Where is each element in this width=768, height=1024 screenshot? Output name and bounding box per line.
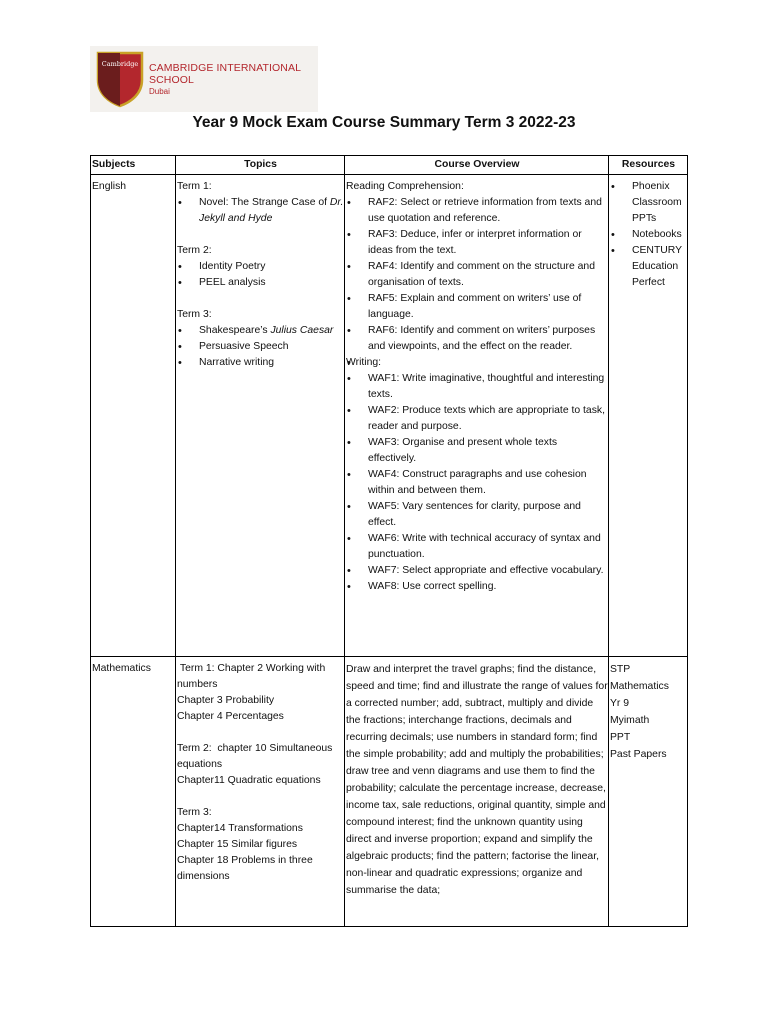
overview-cell (345, 657, 609, 927)
term2-list (177, 259, 344, 291)
resource-line: STP (610, 664, 631, 675)
resources-cell (609, 175, 688, 657)
school-location: Dubai (149, 87, 170, 96)
school-name: CAMBRIDGE INTERNATIONAL SCHOOL (149, 62, 301, 86)
subject-cell: English (91, 175, 176, 657)
list-item: • PEEL analysis (177, 275, 344, 291)
list-item: • WAF5: Vary sentences for clarity, purpose and effect. (346, 499, 608, 531)
list-item: • RAF5: Explain and comment on writers’ use of language. (346, 291, 608, 323)
header-subjects: Subjects (91, 156, 176, 175)
topic-line: Chapter 15 Similar figures (177, 839, 298, 850)
table-row-english (91, 175, 688, 657)
page-title: Year 9 Mock Exam Course Summary Term 3 2022-23 (192, 114, 576, 131)
term3-label: Term 3: (177, 309, 212, 320)
list-item (177, 323, 344, 339)
svg-text:Cambridge: Cambridge (101, 60, 139, 68)
course-summary-table (90, 155, 688, 927)
term3-list (177, 323, 344, 371)
list-item: • WAF2: Produce texts which are appropriate to task, reader and purpose. (346, 403, 608, 435)
topic-line: Chapter11 Quadratic equations (177, 775, 321, 786)
topic-line: Term 2: chapter 10 Simultaneous equations (177, 743, 336, 770)
list-item: • RAF3: Deduce, infer or interpret information or ideas from the text. (346, 227, 608, 259)
list-item: • WAF8: Use correct spelling. (346, 579, 608, 595)
topic-line: Chapter 4 Percentages (177, 711, 284, 722)
list-item: • WAF7: Select appropriate and effective vocabulary. (346, 563, 608, 579)
term1-list (177, 195, 344, 227)
header-topics: Topics (176, 156, 345, 175)
topics-cell (176, 657, 345, 927)
header-course-overview: Course Overview (345, 156, 609, 175)
topic-line: Chapter 18 Problems in three dimensions (177, 855, 313, 882)
resources-cell (609, 657, 688, 927)
resource-line: PPT (610, 732, 631, 743)
topic-line: Chapter14 Transformations (177, 823, 303, 834)
writing-list (346, 371, 608, 595)
reading-label: Reading Comprehension: (346, 181, 464, 192)
resource-line: Past Papers (610, 749, 667, 760)
novel-title: Dr. Jekyll and Hyde (199, 197, 344, 224)
list-item (177, 195, 344, 227)
table-row-mathematics (91, 657, 688, 927)
list-item: • WAF6: Write with technical accuracy of syntax and punctuation. (346, 531, 608, 563)
resource-line: Yr 9 (610, 698, 630, 709)
list-item: • WAF1: Write imaginative, thoughtful and interesting texts. (346, 371, 608, 403)
school-crest-icon (95, 50, 145, 108)
list-item: • RAF4: Identify and comment on the structure and organisation of texts. (346, 259, 608, 291)
list-item: • Phoenix Classroom PPTs (610, 179, 687, 227)
topics-cell (176, 175, 345, 657)
resource-line: Myimath (610, 715, 650, 726)
list-item: • Notebooks (610, 227, 687, 243)
topic-line: Chapter 3 Probability (177, 695, 275, 706)
list-item: • Persuasive Speech (177, 339, 344, 355)
table-header-row (91, 156, 688, 175)
list-item: • Identity Poetry (177, 259, 344, 275)
play-title: Julius Caesar (270, 325, 334, 336)
term1-label: Term 1: (177, 181, 212, 192)
list-item: • RAF6: Identify and comment on writers’ purposes and viewpoints, and the effect on the reader. (346, 323, 608, 355)
list-item: • Narrative writing (177, 355, 344, 371)
resource-line: Mathematics (610, 681, 669, 692)
novel-text: Novel: The Strange Case of (199, 197, 330, 208)
term2-label: Term 2: (177, 245, 212, 256)
header-resources: Resources (609, 156, 688, 175)
list-item: • WAF4: Construct paragraphs and use cohesion within and between them. (346, 467, 608, 499)
school-logo-text (149, 62, 318, 96)
list-item: • RAF2: Select or retrieve information from texts and use quotation and reference. (346, 195, 608, 227)
resources-list (610, 179, 687, 291)
subject-cell: Mathematics (91, 657, 176, 927)
list-item: • CENTURY Education Perfect (610, 243, 687, 291)
reading-list (346, 195, 608, 355)
list-item: • WAF3: Organise and present whole texts effectively. (346, 435, 608, 467)
math-overview-text: Draw and interpret the travel graphs; find the distance, speed and time; find and illustrate the range of values for a corrected number; add, subtract, multiply and divide the fractions; interchange fractions, decimals and recurring decimals; use numbers in standard form; find the simple probability; add and multiply the probabilities; draw tree and venn diagrams and use them to find the probability; calculate the percentage increase, decrease, income tax, sale reductions, original quantity, simple and compound interest; find the unknown quantity using direct and inverse proportion; expand and simplify the algebraic products; find the pattern; factorise the linear, non-linear and quadratic expressions; organize and summarise the data; (346, 664, 608, 896)
writing-label: Writing: (346, 357, 382, 368)
school-logo (90, 46, 318, 112)
play-text: Shakespeare’s (199, 325, 271, 336)
topic-line: Term 3: (177, 807, 212, 818)
overview-cell (345, 175, 609, 657)
topic-line: Term 1: Chapter 2 Working with numbers (177, 663, 329, 690)
